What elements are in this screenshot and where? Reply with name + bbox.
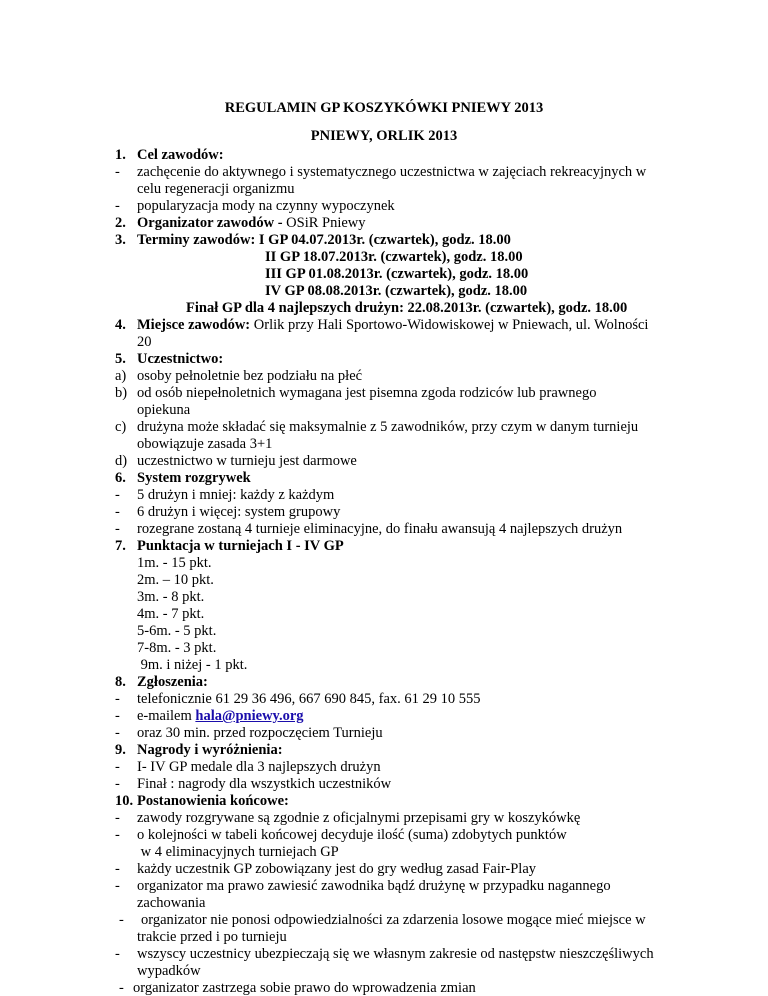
list-item-text: 20 [137,334,152,350]
list-item-text: trakcie przed i po turnieju [137,929,287,945]
list-item-text: wszyscy uczestnicy ubezpieczają się we własnym zakresie od następstw nieszczęśliwych [137,946,654,962]
section-number: 1. [115,147,126,163]
points-item: 5-6m. - 5 pkt. [137,623,217,639]
section-title: Nagrody i wyróżnienia: [137,742,283,758]
section-number: 8. [115,674,126,690]
list-item-text: osoby pełnoletnie bez podziału na płeć [137,368,363,384]
bullet-dash: - [115,759,120,775]
list-item-text: o kolejności w tabeli końcowej decyduje ilość (suma) zdobytych punktów [137,827,567,843]
bullet-dash: - [115,946,120,962]
section-line [137,317,648,333]
schedule-line-2: II GP 18.07.2013r. (czwartek), godz. 18.00 [265,249,523,265]
bullet-dash: - [115,198,120,214]
points-item: 3m. - 8 pkt. [137,589,205,605]
section-number: 10. [115,793,134,809]
bullet-dash: - [115,878,120,894]
points-item: 4m. - 7 pkt. [137,606,205,622]
list-item-text: popularyzacja mody na czynny wypoczynek [137,198,395,214]
email-label: e-mailem [137,708,196,724]
schedule-final: Finał GP dla 4 najlepszych drużyn: 22.08.2013r. (czwartek), godz. 18.00 [186,300,628,316]
list-item-text: organizator nie ponosi odpowiedzialności za zdarzenia losowe mogące mieć miejsce w [141,912,646,928]
section-number: 4. [115,317,126,333]
section-title: Postanowienia końcowe: [137,793,289,809]
list-letter: a) [115,368,127,384]
section-title: Uczestnictwo: [137,351,224,367]
bullet-dash: - [115,708,120,724]
section-number: 3. [115,232,126,248]
bullet-dash: - [115,725,120,741]
list-letter: b) [115,385,128,401]
section-title: Zgłoszenia: [137,674,208,690]
list-item-text: zachowania [137,895,206,911]
section-value: OSiR Pniewy [286,215,366,231]
section-title: Terminy zawodów: I GP 04.07.2013r. (czwartek), godz. 18.00 [137,232,511,248]
list-item-text: 6 drużyn i więcej: system grupowy [137,504,341,520]
section-title: System rozgrywek [137,470,251,486]
list-item-text: I- IV GP medale dla 3 najlepszych drużyn [137,759,381,775]
bullet-dash: - [115,691,120,707]
document-subtitle: PNIEWY, ORLIK 2013 [310,128,458,144]
list-item-text: organizator zastrzega sobie prawo do wprowadzenia zmian [133,980,476,996]
list-item-text: telefonicznie 61 29 36 496, 667 690 845, fax. 61 29 10 555 [137,691,481,707]
section-number: 2. [115,215,126,231]
list-item-text: obowiązuje zasada 3+1 [137,436,273,452]
section-title: Miejsce zawodów: [137,317,251,333]
section-number: 5. [115,351,126,367]
bullet-dash: - [119,912,124,928]
list-item-text: uczestnictwo w turnieju jest darmowe [137,453,357,469]
points-item: 2m. – 10 pkt. [137,572,214,588]
bullet-dash: - [115,827,120,843]
bullet-dash: - [115,164,120,180]
schedule-line-4: IV GP 08.08.2013r. (czwartek), godz. 18.00 [265,283,528,299]
list-item-text: Finał : nagrody dla wszystkich uczestników [137,776,392,792]
section-title: Cel zawodów: [137,147,224,163]
section-line [137,215,366,231]
list-item-text: od osób niepełnoletnich wymagana jest pisemna zgoda rodziców lub prawnego [137,385,597,401]
list-item-text: rozegrane zostaną 4 turnieje eliminacyjne, do finału awansują 4 najlepszych drużyn [137,521,623,537]
section-value: Orlik przy Hali Sportowo-Widowiskowej w Pniewach, ul. Wolności [253,317,649,333]
section-title: Punktacja w turniejach I - IV GP [137,538,344,554]
schedule-line-3: III GP 01.08.2013r. (czwartek), godz. 18.00 [265,266,529,282]
list-item-text: wypadków [137,963,201,979]
bullet-dash: - [115,504,120,520]
bullet-dash: - [115,776,120,792]
list-item-text [137,708,304,724]
bullet-dash: - [115,487,120,503]
list-item-text: zawody rozgrywane są zgodnie z oficjalnymi przepisami gry w koszykówkę [137,810,581,826]
list-item-text: celu regeneracji organizmu [137,181,295,197]
list-item-text: każdy uczestnik GP zobowiązany jest do gry według zasad Fair-Play [137,861,537,877]
list-letter: c) [115,419,127,435]
bullet-dash: - [119,980,124,996]
section-title: Organizator zawodów - [137,215,283,231]
list-item-text: oraz 30 min. przed rozpoczęciem Turnieju [137,725,383,741]
list-item-text: drużyna może składać się maksymalnie z 5 zawodników, przy czym w danym turnieju [137,419,639,435]
bullet-dash: - [115,521,120,537]
section-number: 7. [115,538,126,554]
list-item-text: opiekuna [137,402,191,418]
list-letter: d) [115,453,128,469]
list-item-text: zachęcenie do aktywnego i systematycznego uczestnictwa w zajęciach rekreacyjnych w [137,164,647,180]
section-number: 9. [115,742,126,758]
document-title: REGULAMIN GP KOSZYKÓWKI PNIEWY 2013 [224,100,544,116]
bullet-dash: - [115,810,120,826]
list-item-text: organizator ma prawo zawiesić zawodnika bądź drużynę w przypadku nagannego [137,878,611,894]
bullet-dash: - [115,861,120,877]
section-number: 6. [115,470,126,486]
points-item: 9m. i niżej - 1 pkt. [137,657,248,673]
points-item: 1m. - 15 pkt. [137,555,212,571]
email-link[interactable]: hala@pniewy.org [195,708,304,724]
list-item-text: w 4 eliminacyjnych turniejach GP [137,844,339,860]
list-item-text: 5 drużyn i mniej: każdy z każdym [137,487,335,503]
points-item: 7-8m. - 3 pkt. [137,640,217,656]
